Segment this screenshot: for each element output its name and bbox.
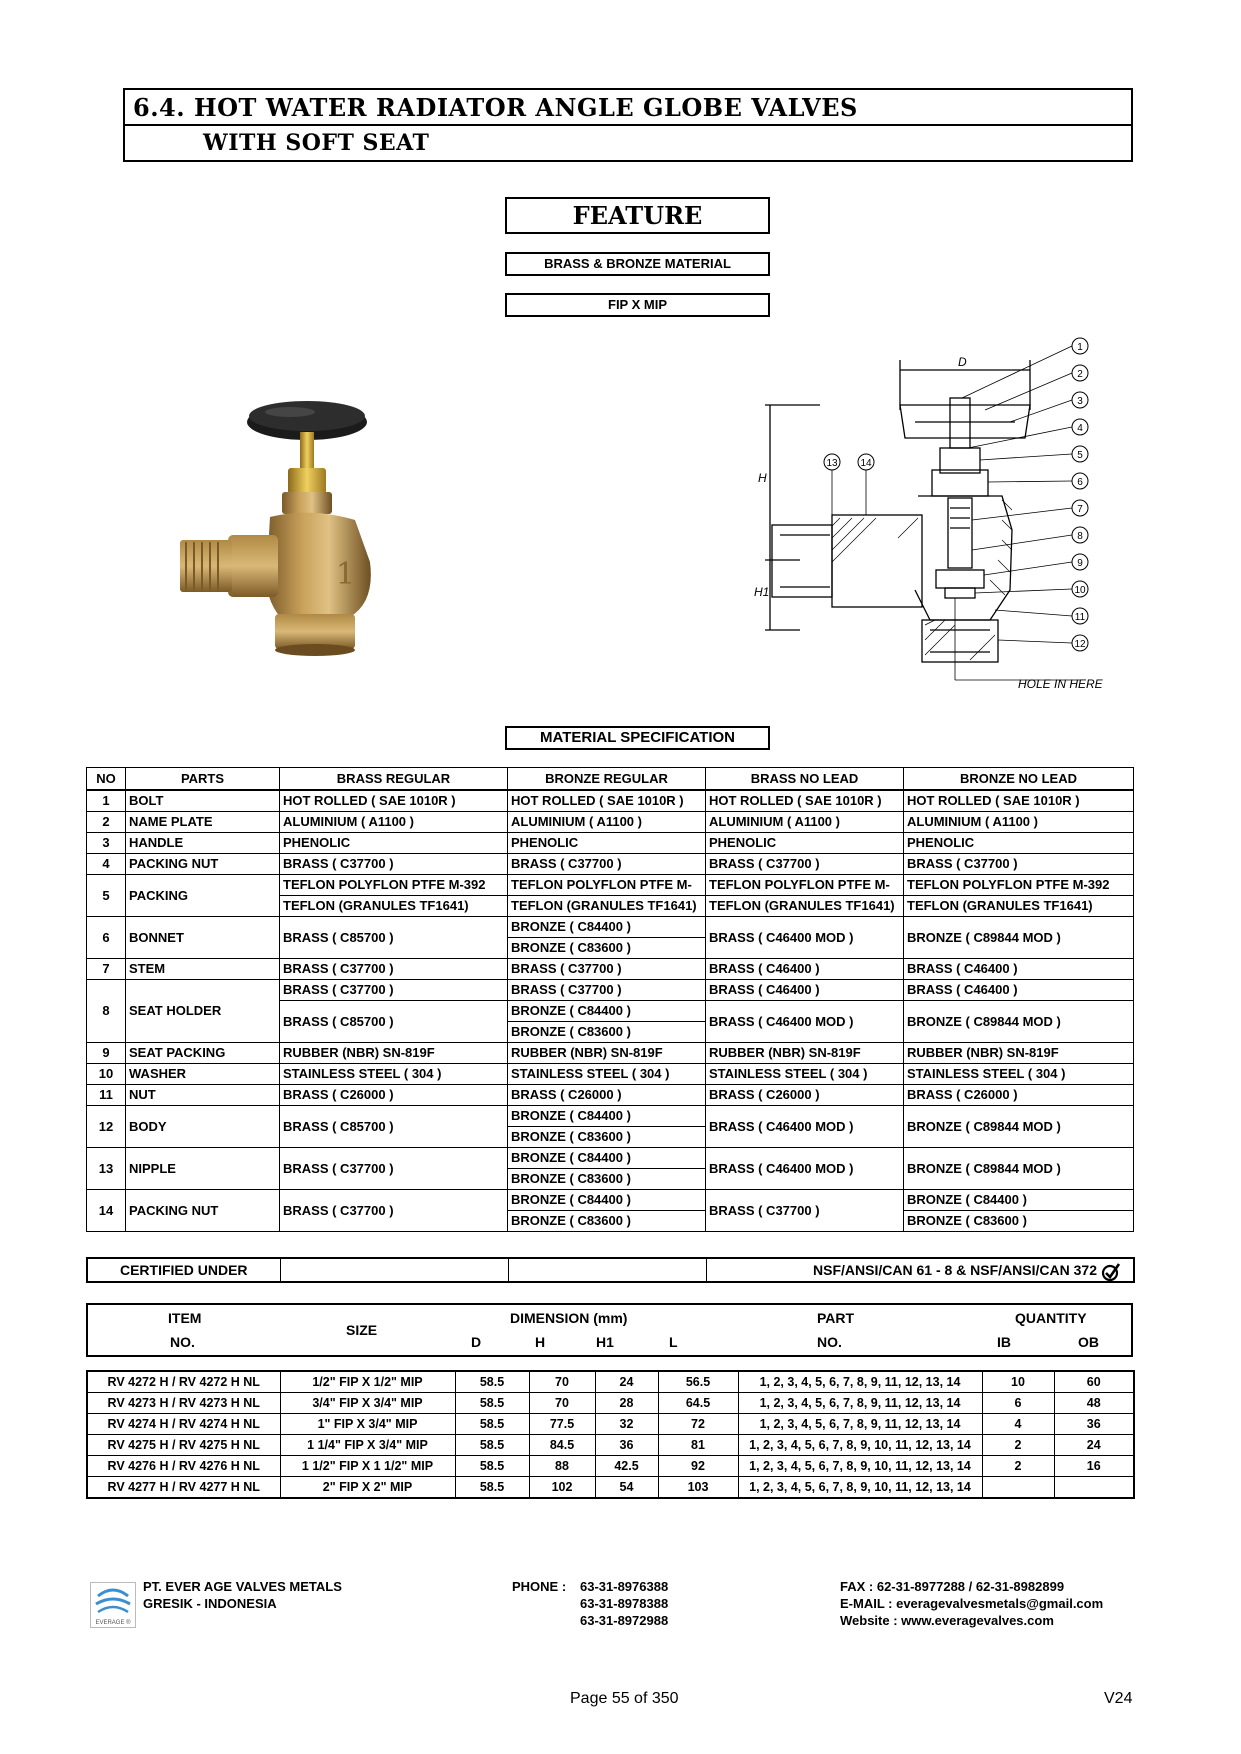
dimension-cell-d: 58.5 (455, 1435, 529, 1456)
valve-section-drawing (740, 330, 1140, 700)
column-header: BRASS NO LEAD (706, 768, 904, 791)
callout-5: 5 (1077, 450, 1083, 461)
material-cell: BRONZE ( C83600 ) (904, 1211, 1134, 1232)
table-row (87, 1106, 1134, 1127)
dimension-cell-ob: 24 (1054, 1435, 1134, 1456)
material-cell: RUBBER (NBR) SN-819F (904, 1043, 1134, 1064)
page-number: Page 55 of 350 (570, 1690, 679, 1707)
valve-photo (170, 392, 440, 672)
part-number: 10 (87, 1064, 126, 1085)
phone-number: 63-31-8976388 (580, 1579, 669, 1594)
check-circle-icon (1101, 1262, 1121, 1282)
dimension-cell-size: 1 1/2" FIP X 1 1/2" MIP (280, 1456, 455, 1477)
material-cell: BRASS ( C46400 ) (904, 959, 1134, 980)
dimension-cell-h: 84.5 (529, 1435, 595, 1456)
dimension-cell-l: 56.5 (658, 1371, 738, 1393)
material-spec-table (86, 767, 1134, 1232)
dimension-cell-l: 81 (658, 1435, 738, 1456)
header-quantity: QUANTITY (1015, 1310, 1087, 1326)
material-cell: BRONZE ( C84400 ) (508, 1148, 706, 1169)
dimension-cell-l: 64.5 (658, 1393, 738, 1414)
material-spec-heading: MATERIAL SPECIFICATION (505, 726, 770, 750)
material-cell: BRONZE ( C84400 ) (508, 1106, 706, 1127)
part-name: NIPPLE (126, 1148, 280, 1190)
material-cell: HOT ROLLED ( SAE 1010R ) (508, 790, 706, 812)
material-cell: BRONZE ( C89844 MOD ) (904, 917, 1134, 959)
dimension-cell-h1: 54 (595, 1477, 658, 1499)
material-cell: STAINLESS STEEL ( 304 ) (508, 1064, 706, 1085)
dimension-cell-part: 1, 2, 3, 4, 5, 6, 7, 8, 9, 11, 12, 13, 14 (738, 1393, 982, 1414)
dimension-cell-d: 58.5 (455, 1414, 529, 1435)
material-cell: HOT ROLLED ( SAE 1010R ) (706, 790, 904, 812)
dimension-cell-item: RV 4273 H / RV 4273 H NL (87, 1393, 280, 1414)
dimension-cell-h: 102 (529, 1477, 595, 1499)
part-name: PACKING NUT (126, 854, 280, 875)
dimension-cell-h1: 32 (595, 1414, 658, 1435)
dimension-cell-ib (982, 1477, 1054, 1499)
material-cell: TEFLON (GRANULES TF1641) (508, 896, 706, 917)
material-cell: BRASS ( C37700 ) (508, 854, 706, 875)
part-number: 5 (87, 875, 126, 917)
dimension-cell-ob: 60 (1054, 1371, 1134, 1393)
header-item: ITEM (168, 1310, 202, 1326)
dimension-cell-h1: 36 (595, 1435, 658, 1456)
material-cell: RUBBER (NBR) SN-819F (508, 1043, 706, 1064)
feature-heading: FEATURE (505, 197, 770, 234)
dimension-cell-ib: 4 (982, 1414, 1054, 1435)
dimension-cell-part: 1, 2, 3, 4, 5, 6, 7, 8, 9, 11, 12, 13, 14 (738, 1371, 982, 1393)
dimension-cell-h: 77.5 (529, 1414, 595, 1435)
callout-6: 6 (1077, 477, 1083, 488)
table-row (87, 1190, 1134, 1211)
material-cell: ALUMINIUM ( A1100 ) (706, 812, 904, 833)
table-row (87, 1477, 1134, 1499)
material-cell: BRASS ( C37700 ) (280, 1148, 508, 1190)
table-row (87, 875, 1134, 896)
dimension-cell-part: 1, 2, 3, 4, 5, 6, 7, 8, 9, 10, 11, 12, 13, 14 (738, 1456, 982, 1477)
part-number: 1 (87, 790, 126, 812)
dimension-cell-size: 3/4" FIP X 3/4" MIP (280, 1393, 455, 1414)
dimension-cell-h: 88 (529, 1456, 595, 1477)
dimension-cell-size: 2" FIP X 2" MIP (280, 1477, 455, 1499)
material-cell: BRASS ( C85700 ) (280, 1001, 508, 1043)
callout-12: 12 (1074, 639, 1086, 650)
material-cell: HOT ROLLED ( SAE 1010R ) (904, 790, 1134, 812)
svg-text:1: 1 (336, 557, 356, 592)
material-cell: BRASS ( C37700 ) (280, 959, 508, 980)
material-cell: BRASS ( C37700 ) (280, 1190, 508, 1232)
part-name: BOLT (126, 790, 280, 812)
dimension-cell-ob (1054, 1477, 1134, 1499)
dimension-cell-ib: 2 (982, 1435, 1054, 1456)
part-name: STEM (126, 959, 280, 980)
company-info (143, 1578, 342, 1612)
material-cell: BRASS ( C46400 ) (706, 980, 904, 1001)
material-cell: BRONZE ( C84400 ) (904, 1190, 1134, 1211)
callout-2: 2 (1077, 369, 1083, 380)
part-number: 8 (87, 980, 126, 1043)
material-cell: BRONZE ( C89844 MOD ) (904, 1106, 1134, 1148)
everage-logo (90, 1582, 136, 1628)
dim-label-h1: H1 (754, 585, 770, 599)
dimension-cell-size: 1/2" FIP X 1/2" MIP (280, 1371, 455, 1393)
company-name: PT. EVER AGE VALVES METALS (143, 1579, 342, 1594)
part-name: SEAT PACKING (126, 1043, 280, 1064)
header-l: L (669, 1334, 678, 1350)
table-row (87, 833, 1134, 854)
material-cell: BRASS ( C37700 ) (508, 980, 706, 1001)
part-number: 6 (87, 917, 126, 959)
material-cell: BRONZE ( C83600 ) (508, 1127, 706, 1148)
part-name: PACKING (126, 875, 280, 917)
material-cell: TEFLON (GRANULES TF1641) (280, 896, 508, 917)
material-cell: BRASS ( C37700 ) (706, 854, 904, 875)
material-cell: BRONZE ( C84400 ) (508, 917, 706, 938)
header-ib: IB (997, 1334, 1011, 1350)
table-row (87, 917, 1134, 938)
website-link[interactable]: Website : www.everagevalves.com (840, 1613, 1054, 1628)
part-number: 11 (87, 1085, 126, 1106)
table-row (87, 1456, 1134, 1477)
column-header: PARTS (126, 768, 280, 791)
dimension-cell-ib: 10 (982, 1371, 1054, 1393)
table-row (87, 1393, 1134, 1414)
dimension-cell-h: 70 (529, 1371, 595, 1393)
material-cell: BRASS ( C37700 ) (280, 854, 508, 875)
dimension-cell-item: RV 4272 H / RV 4272 H NL (87, 1371, 280, 1393)
dimension-table (86, 1370, 1135, 1499)
material-cell: ALUMINIUM ( A1100 ) (280, 812, 508, 833)
callout-13: 13 (826, 458, 838, 469)
material-cell: BRASS ( C37700 ) (280, 980, 508, 1001)
material-cell: BRASS ( C26000 ) (904, 1085, 1134, 1106)
material-cell: PHENOLIC (508, 833, 706, 854)
material-cell: ALUMINIUM ( A1100 ) (904, 812, 1134, 833)
dimension-cell-l: 72 (658, 1414, 738, 1435)
material-cell: BRASS ( C46400 MOD ) (706, 917, 904, 959)
part-number: 14 (87, 1190, 126, 1232)
column-header: BRASS REGULAR (280, 768, 508, 791)
dimension-cell-item: RV 4274 H / RV 4274 H NL (87, 1414, 280, 1435)
table-header-row (87, 768, 1134, 791)
material-cell: BRASS ( C37700 ) (508, 959, 706, 980)
dimension-cell-item: RV 4276 H / RV 4276 H NL (87, 1456, 280, 1477)
table-row (87, 1414, 1134, 1435)
part-name: HANDLE (126, 833, 280, 854)
dimension-cell-item: RV 4277 H / RV 4277 H NL (87, 1477, 280, 1499)
material-cell: BRASS ( C46400 MOD ) (706, 1001, 904, 1043)
material-cell: STAINLESS STEEL ( 304 ) (904, 1064, 1134, 1085)
material-cell: BRASS ( C26000 ) (280, 1085, 508, 1106)
table-row (87, 1064, 1134, 1085)
callout-10: 10 (1074, 585, 1086, 596)
part-name: NUT (126, 1085, 280, 1106)
material-cell: STAINLESS STEEL ( 304 ) (280, 1064, 508, 1085)
material-cell: PHENOLIC (904, 833, 1134, 854)
table-row (87, 812, 1134, 833)
phone-number: 63-31-8972988 (580, 1613, 669, 1628)
dimension-cell-item: RV 4275 H / RV 4275 H NL (87, 1435, 280, 1456)
part-name: NAME PLATE (126, 812, 280, 833)
table-row (87, 1085, 1134, 1106)
material-cell: TEFLON POLYFLON PTFE M- (706, 875, 904, 896)
dimension-cell-d: 58.5 (455, 1456, 529, 1477)
dimension-cell-part: 1, 2, 3, 4, 5, 6, 7, 8, 9, 11, 12, 13, 14 (738, 1414, 982, 1435)
part-number: 12 (87, 1106, 126, 1148)
material-cell: BRASS ( C46400 MOD ) (706, 1148, 904, 1190)
dimension-cell-ob: 16 (1054, 1456, 1134, 1477)
material-cell: RUBBER (NBR) SN-819F (280, 1043, 508, 1064)
dimension-cell-h1: 42.5 (595, 1456, 658, 1477)
svg-text:EVERAGE ®: EVERAGE ® (95, 1620, 131, 1626)
table-row (87, 1148, 1134, 1169)
part-number: 7 (87, 959, 126, 980)
dimension-cell-l: 103 (658, 1477, 738, 1499)
callout-8: 8 (1077, 531, 1083, 542)
dimension-cell-size: 1 1/4" FIP X 3/4" MIP (280, 1435, 455, 1456)
header-dimension: DIMENSION (mm) (510, 1310, 628, 1326)
material-cell: BRASS ( C37700 ) (904, 854, 1134, 875)
company-location: GRESIK - INDONESIA (143, 1596, 277, 1611)
material-cell: TEFLON (GRANULES TF1641) (904, 896, 1134, 917)
phone-label: PHONE : (512, 1579, 567, 1594)
table-row (87, 1371, 1134, 1393)
drawing-note: HOLE IN HERE (1018, 677, 1103, 691)
material-cell: BRONZE ( C84400 ) (508, 1001, 706, 1022)
material-cell: BRONZE ( C83600 ) (508, 1211, 706, 1232)
callout-14: 14 (860, 458, 872, 469)
header-size: SIZE (346, 1322, 378, 1338)
column-header: BRONZE NO LEAD (904, 768, 1134, 791)
part-name: WASHER (126, 1064, 280, 1085)
page-title: 6.4. HOT WATER RADIATOR ANGLE GLOBE VALVES (125, 90, 1131, 126)
header-ob: OB (1078, 1334, 1099, 1350)
dim-label-d: D (958, 355, 967, 369)
material-cell: BRONZE ( C84400 ) (508, 1190, 706, 1211)
title-block (123, 88, 1133, 162)
material-cell: BRASS ( C26000 ) (508, 1085, 706, 1106)
dimension-cell-ob: 48 (1054, 1393, 1134, 1414)
part-number: 2 (87, 812, 126, 833)
certified-standard: NSF/ANSI/CAN 61 - 8 & NSF/ANSI/CAN 372 (813, 1262, 1097, 1278)
dimension-table-header (86, 1303, 1133, 1357)
dimension-cell-ob: 36 (1054, 1414, 1134, 1435)
header-part-no: NO. (817, 1334, 842, 1350)
material-cell: PHENOLIC (280, 833, 508, 854)
part-number: 3 (87, 833, 126, 854)
header-h: H (535, 1334, 546, 1350)
feature-item-material: BRASS & BRONZE MATERIAL (505, 252, 770, 276)
part-number: 13 (87, 1148, 126, 1190)
certified-label: CERTIFIED UNDER (87, 1258, 280, 1282)
material-cell: BRASS ( C85700 ) (280, 917, 508, 959)
part-name: BODY (126, 1106, 280, 1148)
dimension-cell-size: 1" FIP X 3/4" MIP (280, 1414, 455, 1435)
table-row (87, 1043, 1134, 1064)
table-row (87, 854, 1134, 875)
table-row (87, 959, 1134, 980)
table-row (87, 980, 1134, 1001)
part-name: PACKING NUT (126, 1190, 280, 1232)
table-row (87, 790, 1134, 812)
material-cell: BRONZE ( C89844 MOD ) (904, 1148, 1134, 1190)
callout-9: 9 (1077, 558, 1083, 569)
header-h1: H1 (596, 1334, 614, 1350)
callout-1: 1 (1077, 342, 1083, 353)
feature-item-connection: FIP X MIP (505, 293, 770, 317)
callout-3: 3 (1077, 396, 1083, 407)
callout-11: 11 (1074, 612, 1086, 623)
material-cell: BRONZE ( C83600 ) (508, 1169, 706, 1190)
material-cell: PHENOLIC (706, 833, 904, 854)
dimension-cell-d: 58.5 (455, 1477, 529, 1499)
dimension-cell-part: 1, 2, 3, 4, 5, 6, 7, 8, 9, 10, 11, 12, 13, 14 (738, 1435, 982, 1456)
material-cell: BRONZE ( C83600 ) (508, 938, 706, 959)
part-number: 4 (87, 854, 126, 875)
dimension-cell-ib: 6 (982, 1393, 1054, 1414)
part-name: SEAT HOLDER (126, 980, 280, 1043)
certification-table (86, 1257, 1135, 1283)
dimension-cell-d: 58.5 (455, 1371, 529, 1393)
material-cell: BRASS ( C46400 ) (904, 980, 1134, 1001)
material-cell: BRONZE ( C83600 ) (508, 1022, 706, 1043)
dim-label-h: H (758, 471, 767, 485)
material-cell: BRASS ( C46400 MOD ) (706, 1106, 904, 1148)
material-cell: BRONZE ( C89844 MOD ) (904, 1001, 1134, 1043)
material-cell: TEFLON POLYFLON PTFE M-392 (280, 875, 508, 896)
part-name: BONNET (126, 917, 280, 959)
phone-number: 63-31-8978388 (580, 1596, 669, 1611)
column-header: BRONZE REGULAR (508, 768, 706, 791)
dimension-cell-part: 1, 2, 3, 4, 5, 6, 7, 8, 9, 10, 11, 12, 13, 14 (738, 1477, 982, 1499)
phone-list (580, 1578, 668, 1629)
email-address[interactable]: E-MAIL : everagevalvesmetals@gmail.com (840, 1596, 1104, 1611)
contact-info (840, 1578, 1103, 1629)
material-cell: HOT ROLLED ( SAE 1010R ) (280, 790, 508, 812)
material-cell: TEFLON POLYFLON PTFE M-392 (904, 875, 1134, 896)
dimension-cell-h1: 24 (595, 1371, 658, 1393)
material-cell: BRASS ( C85700 ) (280, 1106, 508, 1148)
column-header: NO (87, 768, 126, 791)
material-cell: BRASS ( C46400 ) (706, 959, 904, 980)
header-item-no: NO. (170, 1334, 195, 1350)
header-d: D (471, 1334, 482, 1350)
page-subtitle: WITH SOFT SEAT (203, 130, 430, 156)
callout-7: 7 (1077, 504, 1083, 515)
material-cell: BRASS ( C37700 ) (706, 1190, 904, 1232)
dimension-cell-h: 70 (529, 1393, 595, 1414)
callout-4: 4 (1077, 423, 1083, 434)
material-cell: ALUMINIUM ( A1100 ) (508, 812, 706, 833)
fax-number: FAX : 62-31-8977288 / 62-31-8982899 (840, 1579, 1065, 1594)
version-label: V24 (1104, 1690, 1133, 1707)
dimension-cell-h1: 28 (595, 1393, 658, 1414)
material-cell: TEFLON POLYFLON PTFE M- (508, 875, 706, 896)
material-cell: RUBBER (NBR) SN-819F (706, 1043, 904, 1064)
dimension-cell-l: 92 (658, 1456, 738, 1477)
material-cell: TEFLON (GRANULES TF1641) (706, 896, 904, 917)
dimension-cell-d: 58.5 (455, 1393, 529, 1414)
part-number: 9 (87, 1043, 126, 1064)
material-cell: STAINLESS STEEL ( 304 ) (706, 1064, 904, 1085)
material-cell: BRASS ( C26000 ) (706, 1085, 904, 1106)
table-row (87, 1435, 1134, 1456)
header-part: PART (817, 1310, 855, 1326)
dimension-cell-ib: 2 (982, 1456, 1054, 1477)
